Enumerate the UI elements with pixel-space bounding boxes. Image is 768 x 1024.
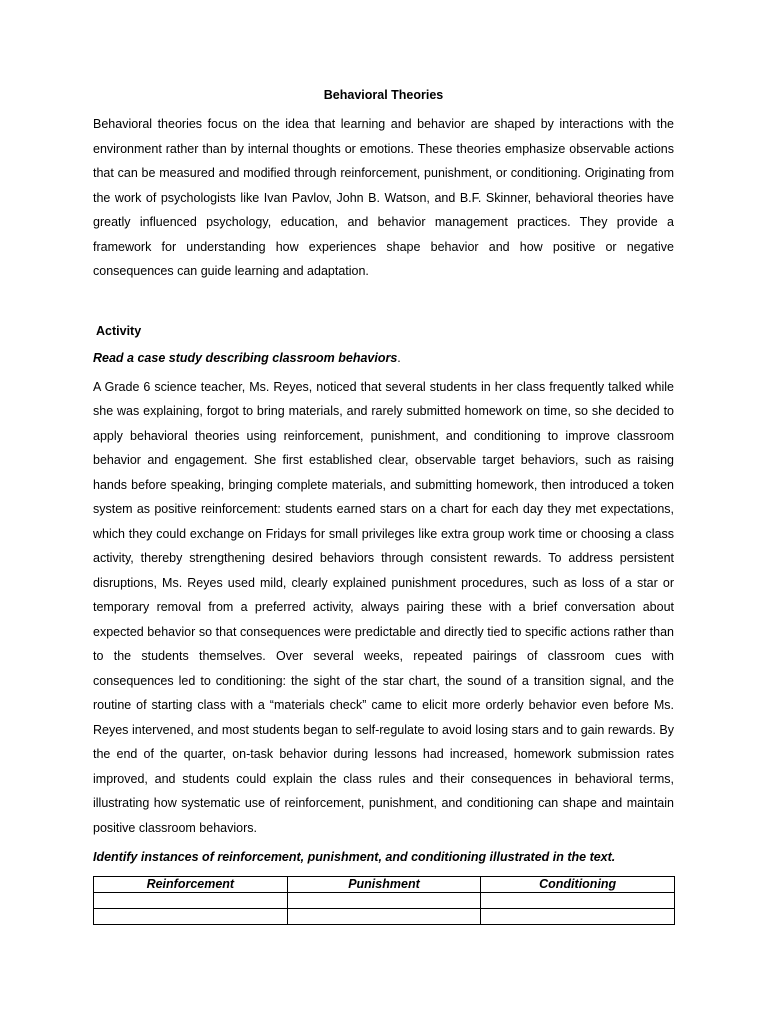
answer-cell-conditioning[interactable] bbox=[481, 893, 675, 909]
table-row bbox=[94, 893, 675, 909]
answer-table bbox=[93, 876, 675, 925]
activity-instruction bbox=[93, 349, 674, 367]
instruction-text: Read a case study describing classroom behaviors bbox=[93, 350, 398, 365]
answer-cell-reinforcement[interactable] bbox=[94, 893, 288, 909]
document-page bbox=[93, 86, 674, 925]
case-study-paragraph: A Grade 6 science teacher, Ms. Reyes, noticed that several students in her class frequently talked while she was explaining, forgot to bring materials, and rarely submitted homework on time, so she decided to apply behavioral theories using reinforcement, punishment, and conditioning to improve classroom behavior and engagement. She first established clear, observable target behaviors, such as raising hands before speaking, bringing complete materials, and submitting homework, then introduced a token system as positive reinforcement: students earned stars on a chart for each day they met expectations, which they could exchange on Fridays for small privileges like extra group work time or choosing a class activity, thereby strengthening desired behaviors through consistent rewards. To address persistent disruptions, Ms. Reyes used mild, clearly explained punishment procedures, such as loss of a star or temporary removal from a preferred activity, always pairing these with a brief conversation about expected behavior so that consequences were predictable and directly tied to specific actions rather than to the students themselves. Over several weeks, repeated pairings of classroom cues with consequences led to conditioning: the sight of the star chart, the sound of a transition signal, and the routine of starting class with a “materials check” came to elicit more orderly behavior even before Ms. Reyes intervened, and most students began to self-regulate to avoid losing stars and to gain rewards. By the end of the quarter, on-task behavior during lessons had increased, homework submission rates improved, and students could explain the class rules and their consequences in behavioral terms, illustrating how systematic use of reinforcement, punishment, and conditioning can shape and maintain positive classroom behaviors. bbox=[93, 379, 674, 835]
answer-cell-punishment[interactable] bbox=[287, 909, 481, 925]
instruction-period: . bbox=[397, 350, 401, 365]
answer-cell-conditioning[interactable] bbox=[481, 909, 675, 925]
activity-heading: Activity bbox=[96, 323, 142, 338]
header-reinforcement: Reinforcement bbox=[94, 877, 288, 893]
section-spacer bbox=[93, 284, 674, 322]
answer-table-header-row bbox=[94, 877, 675, 893]
task-instruction: Identify instances of reinforcement, punishment, and conditioning illustrated in the text. bbox=[93, 850, 616, 864]
header-punishment: Punishment bbox=[287, 877, 481, 893]
document-title: Behavioral Theories bbox=[323, 88, 444, 102]
table-row bbox=[94, 909, 675, 925]
intro-paragraph: Behavioral theories focus on the idea that learning and behavior are shaped by interactions with the environment rather than by internal thoughts or emotions. These theories emphasize observable actions that can be measured and modified through reinforcement, punishment, or conditioning. Originating from the work of psychologists like Ivan Pavlov, John B. Watson, and B.F. Skinner, behavioral theories have greatly influenced psychology, education, and behavior management practices. They provide a framework for understanding how experiences shape behavior and how positive or negative consequences can guide learning and adaptation. bbox=[93, 117, 674, 278]
answer-cell-punishment[interactable] bbox=[287, 893, 481, 909]
header-conditioning: Conditioning bbox=[481, 877, 675, 893]
answer-cell-reinforcement[interactable] bbox=[94, 909, 288, 925]
